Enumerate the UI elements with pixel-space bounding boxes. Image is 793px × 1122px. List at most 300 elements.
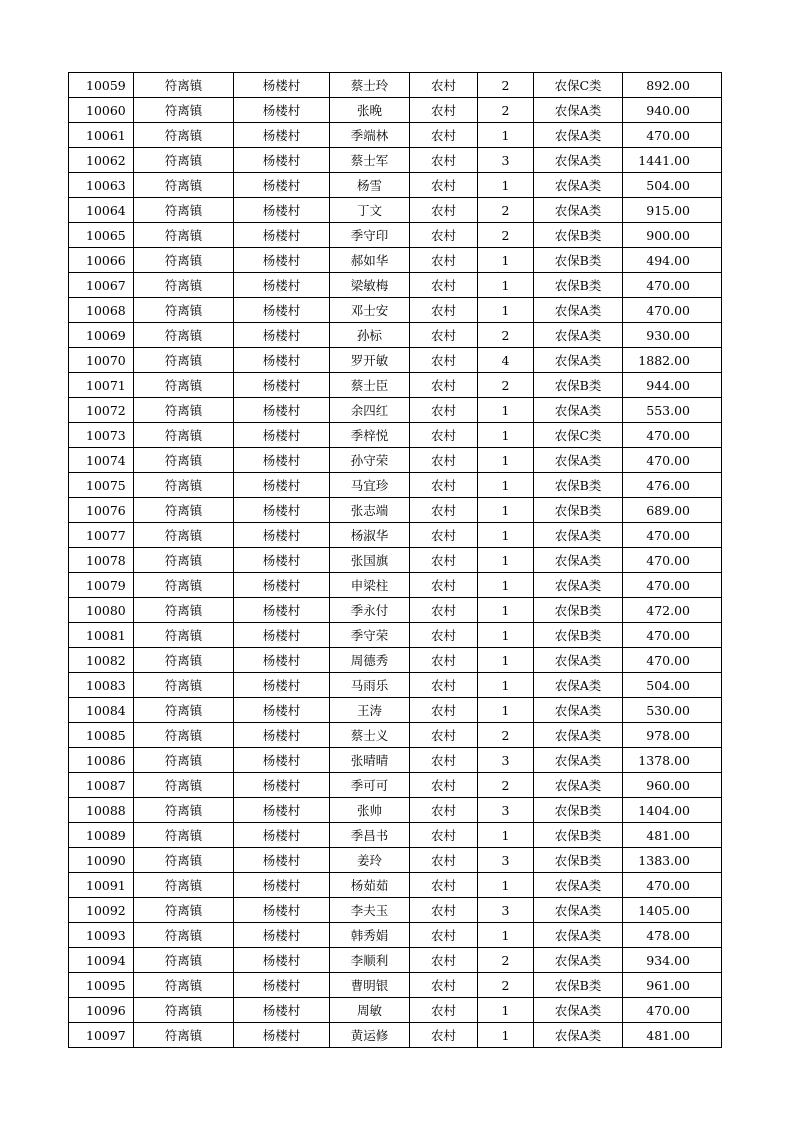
- village-cell: 杨楼村: [234, 398, 330, 423]
- amount-cell: 470.00: [623, 623, 722, 648]
- amount-cell: 944.00: [623, 373, 722, 398]
- person-name-cell: 季可可: [330, 773, 410, 798]
- table-row: [69, 323, 722, 348]
- town-cell: 符离镇: [134, 498, 234, 523]
- table-row: [69, 1023, 722, 1048]
- village-cell: 杨楼村: [234, 848, 330, 873]
- amount-cell: 476.00: [623, 473, 722, 498]
- area-type-cell: 农村: [410, 498, 478, 523]
- table-row: [69, 123, 722, 148]
- table-row: [69, 473, 722, 498]
- town-cell: 符离镇: [134, 973, 234, 998]
- insurance-category-cell: 农保A类: [534, 198, 623, 223]
- town-cell: 符离镇: [134, 898, 234, 923]
- town-cell: 符离镇: [134, 348, 234, 373]
- amount-cell: 960.00: [623, 773, 722, 798]
- town-cell: 符离镇: [134, 923, 234, 948]
- town-cell: 符离镇: [134, 198, 234, 223]
- insurance-category-cell: 农保C类: [534, 423, 623, 448]
- household-count-cell: 1: [478, 498, 534, 523]
- amount-cell: 470.00: [623, 448, 722, 473]
- record-id-cell: 10083: [69, 673, 134, 698]
- village-cell: 杨楼村: [234, 1023, 330, 1048]
- town-cell: 符离镇: [134, 73, 234, 98]
- amount-cell: 472.00: [623, 598, 722, 623]
- area-type-cell: 农村: [410, 123, 478, 148]
- area-type-cell: 农村: [410, 748, 478, 773]
- household-count-cell: 2: [478, 373, 534, 398]
- amount-cell: 470.00: [623, 873, 722, 898]
- village-cell: 杨楼村: [234, 773, 330, 798]
- record-id-cell: 10085: [69, 723, 134, 748]
- town-cell: 符离镇: [134, 873, 234, 898]
- table-row: [69, 848, 722, 873]
- person-name-cell: 蔡士臣: [330, 373, 410, 398]
- insurance-category-cell: 农保A类: [534, 898, 623, 923]
- village-cell: 杨楼村: [234, 648, 330, 673]
- household-count-cell: 1: [478, 248, 534, 273]
- household-count-cell: 1: [478, 398, 534, 423]
- insurance-category-cell: 农保B类: [534, 598, 623, 623]
- record-id-cell: 10073: [69, 423, 134, 448]
- town-cell: 符离镇: [134, 573, 234, 598]
- village-cell: 杨楼村: [234, 173, 330, 198]
- record-id-cell: 10091: [69, 873, 134, 898]
- table-row: [69, 698, 722, 723]
- household-count-cell: 2: [478, 948, 534, 973]
- amount-cell: 470.00: [623, 523, 722, 548]
- amount-cell: 1405.00: [623, 898, 722, 923]
- record-id-cell: 10061: [69, 123, 134, 148]
- record-id-cell: 10079: [69, 573, 134, 598]
- table-row: [69, 673, 722, 698]
- village-cell: 杨楼村: [234, 823, 330, 848]
- table-row: [69, 298, 722, 323]
- household-count-cell: 2: [478, 973, 534, 998]
- person-name-cell: 曹明银: [330, 973, 410, 998]
- town-cell: 符离镇: [134, 998, 234, 1023]
- insurance-category-cell: 农保B类: [534, 973, 623, 998]
- household-count-cell: 1: [478, 523, 534, 548]
- record-id-cell: 10072: [69, 398, 134, 423]
- area-type-cell: 农村: [410, 698, 478, 723]
- area-type-cell: 农村: [410, 198, 478, 223]
- insurance-category-cell: 农保A类: [534, 923, 623, 948]
- area-type-cell: 农村: [410, 723, 478, 748]
- amount-cell: 481.00: [623, 823, 722, 848]
- person-name-cell: 蔡士军: [330, 148, 410, 173]
- amount-cell: 1383.00: [623, 848, 722, 873]
- area-type-cell: 农村: [410, 173, 478, 198]
- person-name-cell: 杨茹茹: [330, 873, 410, 898]
- table-row: [69, 148, 722, 173]
- town-cell: 符离镇: [134, 248, 234, 273]
- village-cell: 杨楼村: [234, 573, 330, 598]
- area-type-cell: 农村: [410, 373, 478, 398]
- town-cell: 符离镇: [134, 148, 234, 173]
- area-type-cell: 农村: [410, 598, 478, 623]
- area-type-cell: 农村: [410, 423, 478, 448]
- area-type-cell: 农村: [410, 248, 478, 273]
- record-id-cell: 10071: [69, 373, 134, 398]
- household-count-cell: 3: [478, 748, 534, 773]
- table-row: [69, 648, 722, 673]
- insurance-category-cell: 农保B类: [534, 273, 623, 298]
- household-count-cell: 2: [478, 198, 534, 223]
- insurance-category-cell: 农保A类: [534, 323, 623, 348]
- amount-cell: 470.00: [623, 298, 722, 323]
- records-table: [68, 72, 722, 1048]
- record-id-cell: 10068: [69, 298, 134, 323]
- person-name-cell: 张帅: [330, 798, 410, 823]
- household-count-cell: 2: [478, 773, 534, 798]
- table-row: [69, 398, 722, 423]
- table-row: [69, 373, 722, 398]
- table-row: [69, 273, 722, 298]
- person-name-cell: 罗开敏: [330, 348, 410, 373]
- amount-cell: 930.00: [623, 323, 722, 348]
- amount-cell: 481.00: [623, 1023, 722, 1048]
- person-name-cell: 季守荣: [330, 623, 410, 648]
- record-id-cell: 10094: [69, 948, 134, 973]
- table-row: [69, 248, 722, 273]
- village-cell: 杨楼村: [234, 73, 330, 98]
- person-name-cell: 孙守荣: [330, 448, 410, 473]
- village-cell: 杨楼村: [234, 798, 330, 823]
- village-cell: 杨楼村: [234, 623, 330, 648]
- area-type-cell: 农村: [410, 798, 478, 823]
- insurance-category-cell: 农保A类: [534, 348, 623, 373]
- village-cell: 杨楼村: [234, 423, 330, 448]
- record-id-cell: 10093: [69, 923, 134, 948]
- person-name-cell: 张晴晴: [330, 748, 410, 773]
- amount-cell: 915.00: [623, 198, 722, 223]
- town-cell: 符离镇: [134, 723, 234, 748]
- person-name-cell: 马宜珍: [330, 473, 410, 498]
- table-row: [69, 798, 722, 823]
- amount-cell: 961.00: [623, 973, 722, 998]
- area-type-cell: 农村: [410, 548, 478, 573]
- amount-cell: 1441.00: [623, 148, 722, 173]
- area-type-cell: 农村: [410, 573, 478, 598]
- area-type-cell: 农村: [410, 473, 478, 498]
- person-name-cell: 季守印: [330, 223, 410, 248]
- village-cell: 杨楼村: [234, 598, 330, 623]
- table-row: [69, 98, 722, 123]
- person-name-cell: 蔡士义: [330, 723, 410, 748]
- area-type-cell: 农村: [410, 873, 478, 898]
- person-name-cell: 张晚: [330, 98, 410, 123]
- amount-cell: 504.00: [623, 173, 722, 198]
- record-id-cell: 10084: [69, 698, 134, 723]
- table-row: [69, 173, 722, 198]
- record-id-cell: 10086: [69, 748, 134, 773]
- town-cell: 符离镇: [134, 98, 234, 123]
- person-name-cell: 张志端: [330, 498, 410, 523]
- insurance-category-cell: 农保A类: [534, 173, 623, 198]
- insurance-category-cell: 农保A类: [534, 723, 623, 748]
- person-name-cell: 李夫玉: [330, 898, 410, 923]
- area-type-cell: 农村: [410, 998, 478, 1023]
- village-cell: 杨楼村: [234, 898, 330, 923]
- record-id-cell: 10087: [69, 773, 134, 798]
- household-count-cell: 1: [478, 548, 534, 573]
- insurance-category-cell: 农保A类: [534, 398, 623, 423]
- town-cell: 符离镇: [134, 673, 234, 698]
- household-count-cell: 1: [478, 923, 534, 948]
- area-type-cell: 农村: [410, 973, 478, 998]
- village-cell: 杨楼村: [234, 298, 330, 323]
- area-type-cell: 农村: [410, 523, 478, 548]
- town-cell: 符离镇: [134, 848, 234, 873]
- household-count-cell: 2: [478, 73, 534, 98]
- town-cell: 符离镇: [134, 798, 234, 823]
- village-cell: 杨楼村: [234, 198, 330, 223]
- table-row: [69, 348, 722, 373]
- town-cell: 符离镇: [134, 298, 234, 323]
- person-name-cell: 余四红: [330, 398, 410, 423]
- village-cell: 杨楼村: [234, 98, 330, 123]
- person-name-cell: 李顺利: [330, 948, 410, 973]
- area-type-cell: 农村: [410, 1023, 478, 1048]
- town-cell: 符离镇: [134, 223, 234, 248]
- amount-cell: 470.00: [623, 273, 722, 298]
- village-cell: 杨楼村: [234, 498, 330, 523]
- person-name-cell: 周敏: [330, 998, 410, 1023]
- household-count-cell: 1: [478, 123, 534, 148]
- insurance-category-cell: 农保A类: [534, 648, 623, 673]
- area-type-cell: 农村: [410, 773, 478, 798]
- town-cell: 符离镇: [134, 598, 234, 623]
- person-name-cell: 王涛: [330, 698, 410, 723]
- table-row: [69, 723, 722, 748]
- town-cell: 符离镇: [134, 473, 234, 498]
- village-cell: 杨楼村: [234, 523, 330, 548]
- amount-cell: 978.00: [623, 723, 722, 748]
- household-count-cell: 2: [478, 323, 534, 348]
- insurance-category-cell: 农保A类: [534, 673, 623, 698]
- insurance-category-cell: 农保B类: [534, 823, 623, 848]
- area-type-cell: 农村: [410, 98, 478, 123]
- town-cell: 符离镇: [134, 448, 234, 473]
- table-row: [69, 948, 722, 973]
- insurance-category-cell: 农保A类: [534, 998, 623, 1023]
- person-name-cell: 季昌书: [330, 823, 410, 848]
- village-cell: 杨楼村: [234, 973, 330, 998]
- table-row: [69, 598, 722, 623]
- record-id-cell: 10063: [69, 173, 134, 198]
- insurance-category-cell: 农保A类: [534, 1023, 623, 1048]
- table-body: [69, 73, 722, 1048]
- village-cell: 杨楼村: [234, 248, 330, 273]
- record-id-cell: 10082: [69, 648, 134, 673]
- town-cell: 符离镇: [134, 623, 234, 648]
- table-row: [69, 448, 722, 473]
- area-type-cell: 农村: [410, 448, 478, 473]
- amount-cell: 900.00: [623, 223, 722, 248]
- table-row: [69, 898, 722, 923]
- record-id-cell: 10069: [69, 323, 134, 348]
- person-name-cell: 蔡士玲: [330, 73, 410, 98]
- area-type-cell: 农村: [410, 148, 478, 173]
- household-count-cell: 4: [478, 348, 534, 373]
- area-type-cell: 农村: [410, 223, 478, 248]
- area-type-cell: 农村: [410, 348, 478, 373]
- village-cell: 杨楼村: [234, 323, 330, 348]
- insurance-category-cell: 农保A类: [534, 573, 623, 598]
- amount-cell: 494.00: [623, 248, 722, 273]
- table-row: [69, 548, 722, 573]
- insurance-category-cell: 农保A类: [534, 548, 623, 573]
- village-cell: 杨楼村: [234, 373, 330, 398]
- village-cell: 杨楼村: [234, 998, 330, 1023]
- town-cell: 符离镇: [134, 823, 234, 848]
- record-id-cell: 10074: [69, 448, 134, 473]
- amount-cell: 504.00: [623, 673, 722, 698]
- insurance-category-cell: 农保C类: [534, 73, 623, 98]
- village-cell: 杨楼村: [234, 873, 330, 898]
- area-type-cell: 农村: [410, 648, 478, 673]
- record-id-cell: 10070: [69, 348, 134, 373]
- amount-cell: 478.00: [623, 923, 722, 948]
- record-id-cell: 10095: [69, 973, 134, 998]
- person-name-cell: 杨淑华: [330, 523, 410, 548]
- area-type-cell: 农村: [410, 323, 478, 348]
- household-count-cell: 1: [478, 273, 534, 298]
- village-cell: 杨楼村: [234, 448, 330, 473]
- record-id-cell: 10065: [69, 223, 134, 248]
- insurance-category-cell: 农保B类: [534, 473, 623, 498]
- household-count-cell: 1: [478, 473, 534, 498]
- town-cell: 符离镇: [134, 273, 234, 298]
- town-cell: 符离镇: [134, 698, 234, 723]
- record-id-cell: 10088: [69, 798, 134, 823]
- household-count-cell: 1: [478, 423, 534, 448]
- record-id-cell: 10080: [69, 598, 134, 623]
- area-type-cell: 农村: [410, 848, 478, 873]
- amount-cell: 689.00: [623, 498, 722, 523]
- table-row: [69, 998, 722, 1023]
- record-id-cell: 10092: [69, 898, 134, 923]
- village-cell: 杨楼村: [234, 748, 330, 773]
- table-row: [69, 923, 722, 948]
- person-name-cell: 季端林: [330, 123, 410, 148]
- insurance-category-cell: 农保B类: [534, 248, 623, 273]
- person-name-cell: 邓士安: [330, 298, 410, 323]
- town-cell: 符离镇: [134, 173, 234, 198]
- village-cell: 杨楼村: [234, 923, 330, 948]
- table-row: [69, 973, 722, 998]
- insurance-category-cell: 农保A类: [534, 148, 623, 173]
- village-cell: 杨楼村: [234, 123, 330, 148]
- record-id-cell: 10066: [69, 248, 134, 273]
- record-id-cell: 10060: [69, 98, 134, 123]
- village-cell: 杨楼村: [234, 548, 330, 573]
- person-name-cell: 季永付: [330, 598, 410, 623]
- town-cell: 符离镇: [134, 373, 234, 398]
- record-id-cell: 10062: [69, 148, 134, 173]
- person-name-cell: 孙标: [330, 323, 410, 348]
- household-count-cell: 3: [478, 798, 534, 823]
- town-cell: 符离镇: [134, 323, 234, 348]
- town-cell: 符离镇: [134, 1023, 234, 1048]
- record-id-cell: 10090: [69, 848, 134, 873]
- village-cell: 杨楼村: [234, 273, 330, 298]
- household-count-cell: 3: [478, 848, 534, 873]
- household-count-cell: 1: [478, 1023, 534, 1048]
- amount-cell: 470.00: [623, 123, 722, 148]
- area-type-cell: 农村: [410, 673, 478, 698]
- amount-cell: 470.00: [623, 423, 722, 448]
- insurance-category-cell: 农保A类: [534, 773, 623, 798]
- town-cell: 符离镇: [134, 123, 234, 148]
- amount-cell: 1378.00: [623, 748, 722, 773]
- person-name-cell: 梁敏梅: [330, 273, 410, 298]
- record-id-cell: 10089: [69, 823, 134, 848]
- area-type-cell: 农村: [410, 398, 478, 423]
- table-row: [69, 748, 722, 773]
- amount-cell: 940.00: [623, 98, 722, 123]
- table-row: [69, 573, 722, 598]
- insurance-category-cell: 农保A类: [534, 748, 623, 773]
- area-type-cell: 农村: [410, 73, 478, 98]
- village-cell: 杨楼村: [234, 723, 330, 748]
- village-cell: 杨楼村: [234, 348, 330, 373]
- village-cell: 杨楼村: [234, 473, 330, 498]
- table-row: [69, 223, 722, 248]
- household-count-cell: 1: [478, 448, 534, 473]
- town-cell: 符离镇: [134, 398, 234, 423]
- person-name-cell: 张国旗: [330, 548, 410, 573]
- table-row: [69, 423, 722, 448]
- town-cell: 符离镇: [134, 548, 234, 573]
- record-id-cell: 10064: [69, 198, 134, 223]
- household-count-cell: 1: [478, 573, 534, 598]
- insurance-category-cell: 农保A类: [534, 98, 623, 123]
- amount-cell: 553.00: [623, 398, 722, 423]
- amount-cell: 934.00: [623, 948, 722, 973]
- table-row: [69, 823, 722, 848]
- village-cell: 杨楼村: [234, 948, 330, 973]
- household-count-cell: 1: [478, 648, 534, 673]
- household-count-cell: 1: [478, 998, 534, 1023]
- table-row: [69, 623, 722, 648]
- area-type-cell: 农村: [410, 923, 478, 948]
- table-row: [69, 773, 722, 798]
- insurance-category-cell: 农保B类: [534, 848, 623, 873]
- area-type-cell: 农村: [410, 823, 478, 848]
- town-cell: 符离镇: [134, 523, 234, 548]
- insurance-category-cell: 农保B类: [534, 498, 623, 523]
- insurance-category-cell: 农保B类: [534, 373, 623, 398]
- household-count-cell: 1: [478, 698, 534, 723]
- household-count-cell: 1: [478, 598, 534, 623]
- village-cell: 杨楼村: [234, 698, 330, 723]
- household-count-cell: 2: [478, 223, 534, 248]
- person-name-cell: 韩秀娟: [330, 923, 410, 948]
- amount-cell: 470.00: [623, 573, 722, 598]
- household-count-cell: 3: [478, 898, 534, 923]
- insurance-category-cell: 农保A类: [534, 448, 623, 473]
- village-cell: 杨楼村: [234, 148, 330, 173]
- person-name-cell: 黄运修: [330, 1023, 410, 1048]
- amount-cell: 470.00: [623, 548, 722, 573]
- record-id-cell: 10097: [69, 1023, 134, 1048]
- town-cell: 符离镇: [134, 648, 234, 673]
- table-row: [69, 498, 722, 523]
- person-name-cell: 丁文: [330, 198, 410, 223]
- amount-cell: 470.00: [623, 998, 722, 1023]
